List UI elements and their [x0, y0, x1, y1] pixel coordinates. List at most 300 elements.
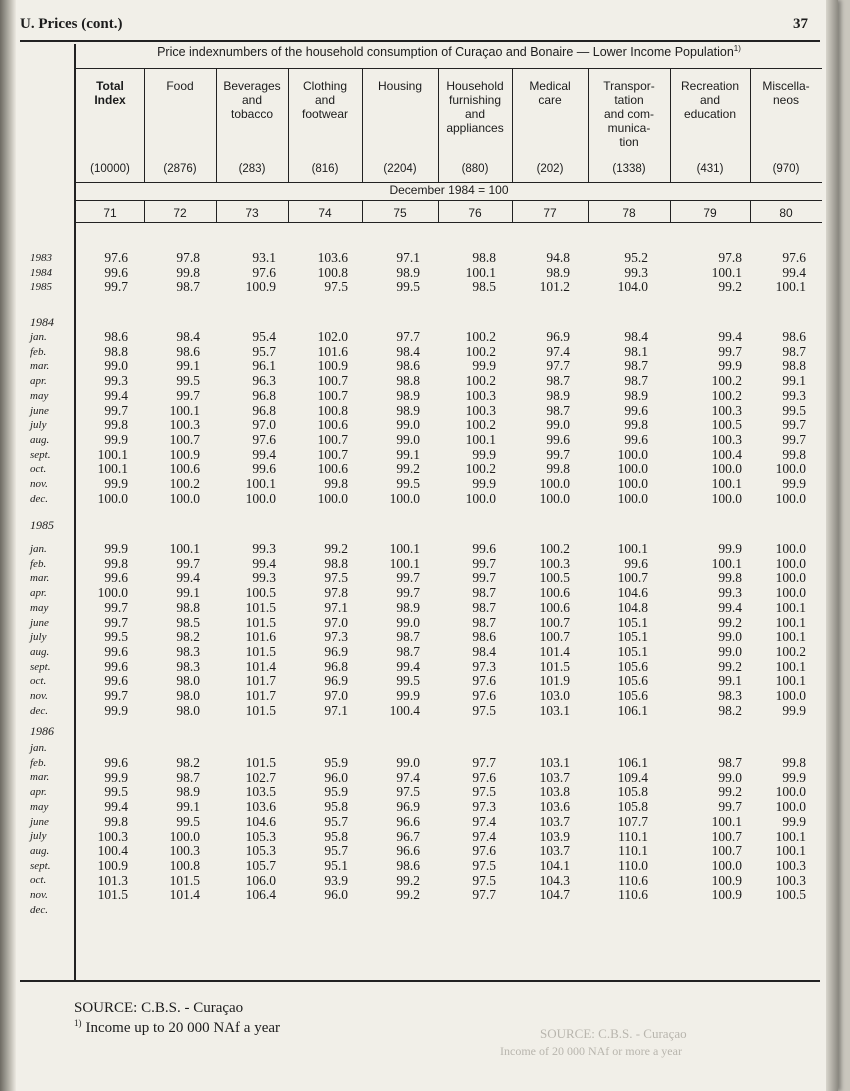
table-cell: 99.1	[782, 373, 806, 389]
row-label: june	[30, 616, 49, 629]
row-label: 1984	[30, 266, 52, 279]
table-cell: 97.6	[782, 250, 806, 265]
table-cell: 100.3	[775, 872, 806, 888]
row-label: apr.	[30, 375, 47, 388]
table-cell: 100.0	[97, 585, 128, 601]
table-cell: 99.7	[546, 446, 570, 462]
table-cell: 97.4	[396, 769, 420, 785]
table-cell: 99.8	[718, 570, 742, 586]
table-cell: 102.0	[317, 329, 348, 344]
table-cell: 99.1	[176, 799, 200, 815]
table-cell: 97.7	[396, 329, 420, 344]
table-cell: 98.3	[718, 688, 742, 703]
table-cell: 100.1	[711, 813, 742, 829]
table-cell: 99.9	[104, 769, 128, 785]
section-header: U. Prices (cont.)	[20, 16, 123, 32]
column-header: Beverages and tobacco	[223, 79, 281, 121]
row-label: apr.	[30, 587, 47, 600]
table-cell: 98.7	[396, 629, 420, 645]
table-cell: 99.5	[782, 402, 806, 418]
column-header: Total Index	[94, 79, 126, 107]
row-label: nov.	[30, 478, 48, 490]
table-cell: 100.7	[711, 843, 742, 859]
source-note	[74, 1000, 280, 1037]
table-cell: 99.7	[104, 614, 128, 630]
table-cell: 100.0	[539, 476, 570, 491]
table-cell: 99.0	[396, 431, 420, 447]
table-cell: 100.1	[169, 402, 200, 418]
table-cell: 95.9	[324, 755, 348, 770]
table-cell: 96.8	[252, 387, 276, 403]
footnote-mark: 1)	[74, 1018, 82, 1028]
table-cell: 100.2	[711, 387, 742, 403]
table-cell: 100.9	[711, 887, 742, 903]
table-cell: 110.1	[618, 828, 648, 844]
table-cell: 99.9	[782, 476, 806, 491]
column-weight: (431)	[696, 163, 724, 175]
table-cell: 100.1	[465, 264, 496, 280]
table-cell: 100.1	[389, 555, 420, 571]
table-cell: 103.1	[539, 755, 570, 770]
column-weight: (816)	[311, 163, 339, 175]
table-cell: 98.7	[624, 373, 648, 389]
table-cell: 99.9	[104, 541, 128, 556]
table-cell: 105.3	[245, 828, 276, 844]
table-cell: 100.0	[775, 585, 806, 601]
table-cell: 97.6	[472, 843, 496, 859]
table-cell: 97.1	[324, 599, 348, 615]
table-cell: 99.0	[396, 755, 420, 770]
table-cell: 99.2	[396, 872, 420, 888]
table-cell: 98.0	[176, 702, 200, 718]
header-rule-top	[76, 68, 822, 69]
row-label: mar.	[30, 572, 50, 585]
table-cell: 101.6	[317, 343, 348, 359]
table-bottom-rule	[20, 980, 820, 982]
table-cell: 101.2	[539, 279, 570, 295]
table-cell: 99.1	[718, 673, 742, 689]
table-cell: 99.5	[176, 373, 200, 389]
table-cell: 100.0	[617, 446, 648, 462]
table-cell: 98.9	[624, 387, 648, 403]
table-cell: 98.8	[782, 358, 806, 374]
page-edge-shadow	[826, 0, 838, 1091]
table-cell: 99.3	[104, 373, 128, 389]
column-number: 79	[703, 206, 717, 220]
table-cell: 100.2	[775, 643, 806, 659]
table-cell: 100.0	[711, 461, 742, 477]
table-cell: 100.2	[465, 329, 496, 344]
table-cell: 103.0	[539, 688, 570, 703]
table-cell: 99.7	[472, 570, 496, 586]
table-cell: 100.1	[775, 629, 806, 645]
table-cell: 99.7	[472, 555, 496, 571]
table-cell: 99.2	[718, 658, 742, 674]
table-cell: 100.2	[465, 461, 496, 477]
row-label: mar.	[30, 360, 50, 373]
table-cell: 100.3	[465, 387, 496, 403]
table-cell: 99.2	[396, 461, 420, 477]
table-cell: 98.7	[176, 769, 200, 785]
table-cell: 101.5	[245, 614, 276, 630]
table-cell: 100.0	[617, 476, 648, 491]
table-cell: 98.4	[624, 329, 648, 344]
column-weight: (970)	[772, 163, 800, 175]
column-header: Medical care	[529, 79, 571, 107]
table-cell: 99.6	[104, 643, 128, 659]
table-cell: 96.8	[324, 658, 348, 674]
table-cell: 100.7	[539, 614, 570, 630]
table-cell: 99.0	[718, 769, 742, 785]
table-cell: 102.7	[245, 769, 276, 785]
table-cell: 97.5	[396, 784, 420, 800]
table-cell: 96.3	[252, 373, 276, 389]
table-cell: 99.8	[782, 446, 806, 462]
table-cell: 101.5	[245, 599, 276, 615]
table-cell: 100.0	[465, 490, 496, 506]
table-cell: 100.1	[711, 476, 742, 491]
column-weight: (10000)	[90, 163, 130, 175]
table-cell: 98.6	[782, 329, 806, 344]
table-cell: 101.4	[245, 658, 276, 674]
row-label: nov.	[30, 889, 48, 901]
table-cell: 100.7	[539, 629, 570, 645]
table-cell: 99.7	[104, 402, 128, 418]
table-cell: 99.8	[546, 461, 570, 477]
row-label: oct.	[30, 675, 47, 688]
column-number: 71	[103, 206, 117, 220]
table-cell: 100.0	[775, 799, 806, 815]
table-cell: 101.4	[539, 643, 570, 659]
table-cell: 100.0	[539, 490, 570, 506]
table-cell: 98.7	[472, 599, 496, 615]
row-label: mar.	[30, 771, 50, 784]
table-cell: 106.4	[245, 887, 276, 903]
table-cell: 99.1	[176, 358, 200, 374]
column-header: Miscella- neos	[762, 79, 810, 107]
table-cell: 100.7	[317, 373, 348, 389]
table-cell: 100.0	[169, 828, 200, 844]
table-cell: 97.8	[176, 250, 200, 265]
table-cell: 100.1	[775, 828, 806, 844]
table-cell: 100.0	[711, 490, 742, 506]
row-label: 1985	[30, 518, 54, 532]
table-cell: 99.6	[104, 658, 128, 674]
table-cell: 97.3	[472, 658, 496, 674]
table-cell: 96.0	[324, 769, 348, 785]
table-cell: 95.7	[324, 843, 348, 859]
table-cell: 100.7	[317, 387, 348, 403]
table-cell: 99.7	[718, 799, 742, 815]
table-cell: 100.0	[775, 570, 806, 586]
table-cell: 99.2	[718, 614, 742, 630]
table-cell: 98.7	[782, 343, 806, 359]
table-cell: 100.2	[465, 373, 496, 389]
column-weight: (1338)	[612, 163, 646, 175]
table-cell: 98.7	[176, 279, 200, 295]
table-cell: 99.3	[252, 570, 276, 586]
table-cell: 105.8	[617, 784, 648, 800]
footnote-text: Income up to 20 000 NAf a year	[85, 1020, 281, 1036]
table-cell: 99.8	[624, 417, 648, 433]
row-label: aug.	[30, 433, 50, 446]
table-cell: 97.5	[324, 279, 348, 295]
table-cell: 100.6	[317, 417, 348, 433]
bleed-through-line-1: SOURCE: C.B.S. - Curaçao	[540, 1026, 687, 1041]
table-cell: 99.8	[104, 417, 128, 433]
table-cell: 98.2	[718, 702, 742, 718]
column-number: 75	[393, 206, 407, 220]
column-number: 74	[318, 206, 332, 220]
column-weight: (283)	[238, 163, 266, 175]
table-cell: 99.6	[624, 431, 648, 447]
table-cell: 105.1	[617, 614, 648, 630]
table-cell: 98.9	[176, 784, 200, 800]
column-number: 78	[622, 206, 636, 220]
table-cell: 99.9	[718, 358, 742, 374]
table-cell: 99.9	[104, 702, 128, 718]
table-cell: 99.6	[104, 755, 128, 770]
bleed-through-line-2: Income of 20 000 NAf or more a year	[500, 1044, 682, 1058]
table-top-rule	[20, 40, 820, 42]
table-cell: 99.9	[472, 358, 496, 374]
table-cell: 104.3	[539, 872, 570, 888]
table-cell: 98.9	[546, 387, 570, 403]
column-number: 77	[543, 206, 557, 220]
table-cell: 95.2	[624, 250, 648, 265]
table-cell: 99.4	[718, 329, 742, 344]
table-cell: 97.5	[324, 570, 348, 586]
table-cell: 100.9	[317, 358, 348, 374]
table-cell: 98.7	[472, 585, 496, 601]
row-label: feb.	[30, 557, 47, 570]
table-cell: 110.0	[618, 857, 648, 873]
table-cell: 99.5	[396, 673, 420, 689]
table-cell: 103.7	[539, 843, 570, 859]
table-cell: 96.9	[546, 329, 570, 344]
column-header: Housing	[377, 79, 423, 93]
table-cell: 100.7	[317, 446, 348, 462]
column-weight: (2204)	[383, 163, 417, 175]
row-label: july	[30, 419, 47, 432]
table-cell: 98.8	[472, 250, 496, 265]
table-cell: 96.0	[324, 887, 348, 903]
table-cell: 96.6	[396, 843, 420, 859]
table-cell: 100.3	[539, 555, 570, 571]
table-cell: 100.7	[317, 431, 348, 447]
table-cell: 100.0	[775, 784, 806, 800]
table-cell: 103.6	[539, 799, 570, 815]
row-label: july	[30, 830, 47, 843]
table-cell: 99.6	[252, 461, 276, 477]
table-cell: 100.1	[245, 476, 276, 491]
table-cell: 100.9	[169, 446, 200, 462]
table-cell: 100.1	[617, 541, 648, 556]
table-cell: 99.2	[718, 279, 742, 295]
table-cell: 97.1	[324, 702, 348, 718]
table-cell: 100.3	[465, 402, 496, 418]
row-label: dec.	[30, 492, 49, 505]
table-cell: 100.1	[775, 614, 806, 630]
table-cell: 97.5	[472, 857, 496, 873]
table-cell: 103.8	[539, 784, 570, 800]
table-title	[76, 44, 822, 59]
table-cell: 101.6	[245, 629, 276, 645]
table-cell: 97.0	[252, 417, 276, 433]
row-label: aug.	[30, 645, 50, 658]
table-cell: 105.8	[617, 799, 648, 815]
table-cell: 101.5	[245, 643, 276, 659]
table-cell: 100.3	[711, 402, 742, 418]
column-header: Transpor- tation and com- munica- tion	[603, 79, 655, 149]
table-cell: 100.6	[539, 599, 570, 615]
table-cell: 99.7	[104, 279, 128, 295]
table-cell: 104.8	[617, 599, 648, 615]
table-cell: 96.1	[252, 358, 276, 374]
column-header: Food	[166, 79, 194, 93]
table-cell: 99.4	[396, 658, 420, 674]
table-cell: 100.3	[775, 857, 806, 873]
table-cell: 100.1	[775, 673, 806, 689]
table-cell: 97.6	[104, 250, 128, 265]
base-period: December 1984 = 100	[389, 183, 509, 197]
row-label: aug.	[30, 844, 50, 857]
row-label: sept.	[30, 859, 51, 872]
table-cell: 99.7	[782, 431, 806, 447]
table-cell: 97.0	[324, 614, 348, 630]
table-cell: 98.8	[396, 373, 420, 389]
book-spine-shadow	[0, 0, 16, 1091]
table-cell: 97.0	[324, 688, 348, 703]
table-cell: 105.7	[245, 857, 276, 873]
table-cell: 101.5	[245, 755, 276, 770]
page-number: 37	[793, 16, 808, 32]
row-label: jan.	[30, 331, 47, 343]
table-cell: 100.1	[775, 279, 806, 295]
table-cell: 99.4	[252, 446, 276, 462]
table-cell: 100.2	[711, 373, 742, 389]
table-cell: 98.9	[396, 599, 420, 615]
table-cell: 103.6	[245, 799, 276, 815]
table-cell: 97.5	[472, 784, 496, 800]
table-cell: 97.4	[546, 343, 570, 359]
column-header: Household furnishing and appliances	[446, 79, 504, 135]
table-cell: 96.8	[252, 402, 276, 418]
table-cell: 103.7	[539, 769, 570, 785]
table-cell: 100.8	[317, 264, 348, 280]
table-cell: 103.9	[539, 828, 570, 844]
table-cell: 100.1	[97, 446, 128, 462]
table-cell: 97.5	[472, 872, 496, 888]
table-cell: 93.9	[324, 872, 348, 888]
table-cell: 98.8	[104, 343, 128, 359]
column-header: Clothing and footwear	[301, 79, 349, 121]
table-cell: 99.7	[104, 599, 128, 615]
table-cell: 100.5	[539, 570, 570, 586]
table-cell: 99.8	[324, 476, 348, 491]
row-label: apr.	[30, 786, 47, 799]
table-cell: 97.6	[472, 688, 496, 703]
table-cell: 99.6	[472, 541, 496, 556]
column-header: Recreation and education	[680, 79, 740, 121]
title-footnote-mark: 1)	[733, 44, 741, 53]
table-cell: 100.4	[711, 446, 742, 462]
table-cell: 100.1	[465, 431, 496, 447]
table-cell: 100.3	[169, 417, 200, 433]
table-cell: 97.5	[472, 702, 496, 718]
table-cell: 99.3	[624, 264, 648, 280]
table-cell: 99.0	[104, 358, 128, 374]
table-cell: 98.6	[396, 358, 420, 374]
table-cell: 99.6	[104, 264, 128, 280]
table-cell: 99.9	[104, 476, 128, 491]
table-cell: 100.0	[317, 490, 348, 506]
table-cell: 99.8	[782, 755, 806, 770]
row-label: jan.	[30, 742, 47, 754]
row-label: jan.	[30, 543, 47, 555]
table-cell: 98.6	[472, 629, 496, 645]
table-cell: 97.3	[324, 629, 348, 645]
table-cell: 100.4	[97, 843, 128, 859]
table-cell: 97.6	[252, 264, 276, 280]
table-cell: 100.2	[465, 343, 496, 359]
table-cell: 100.2	[169, 476, 200, 491]
table-cell: 99.8	[104, 555, 128, 571]
table-cell: 99.9	[782, 769, 806, 785]
table-cell: 100.5	[711, 417, 742, 433]
table-cell: 99.0	[396, 614, 420, 630]
table-cell: 106.1	[617, 702, 648, 718]
table-cell: 99.3	[252, 541, 276, 556]
table-cell: 97.7	[546, 358, 570, 374]
table-cell: 98.9	[396, 387, 420, 403]
table-cell: 96.6	[396, 813, 420, 829]
table-cell: 99.6	[624, 402, 648, 418]
table-cell: 97.8	[718, 250, 742, 265]
table-cell: 98.0	[176, 688, 200, 703]
table-cell: 99.9	[782, 702, 806, 718]
table-cell: 99.9	[396, 688, 420, 703]
row-label: 1985	[30, 281, 52, 294]
table-cell: 100.6	[317, 461, 348, 477]
table-cell: 100.9	[711, 872, 742, 888]
table-cell: 98.2	[176, 755, 200, 770]
table-cell: 100.4	[389, 702, 420, 718]
table-cell: 100.5	[775, 887, 806, 903]
table-cell: 99.5	[396, 476, 420, 491]
table-cell: 105.6	[617, 688, 648, 703]
table-cell: 100.0	[711, 857, 742, 873]
row-label: feb.	[30, 756, 47, 769]
table-cell: 97.6	[472, 769, 496, 785]
table-cell: 104.6	[617, 585, 648, 601]
row-label: oct.	[30, 463, 47, 476]
table-cell: 98.2	[176, 629, 200, 645]
table-cell: 100.1	[775, 658, 806, 674]
table-cell: 100.0	[169, 490, 200, 506]
table-cell: 98.6	[396, 857, 420, 873]
column-number: 80	[779, 206, 793, 220]
table-cell: 99.9	[782, 813, 806, 829]
row-label: june	[30, 815, 49, 828]
table-cell: 100.0	[775, 688, 806, 703]
table-cell: 99.1	[396, 446, 420, 462]
table-cell: 98.4	[176, 329, 200, 344]
table-cell: 100.7	[617, 570, 648, 586]
table-cell: 101.5	[97, 887, 128, 903]
table-cell: 95.8	[324, 828, 348, 844]
table-cell: 95.7	[252, 343, 276, 359]
